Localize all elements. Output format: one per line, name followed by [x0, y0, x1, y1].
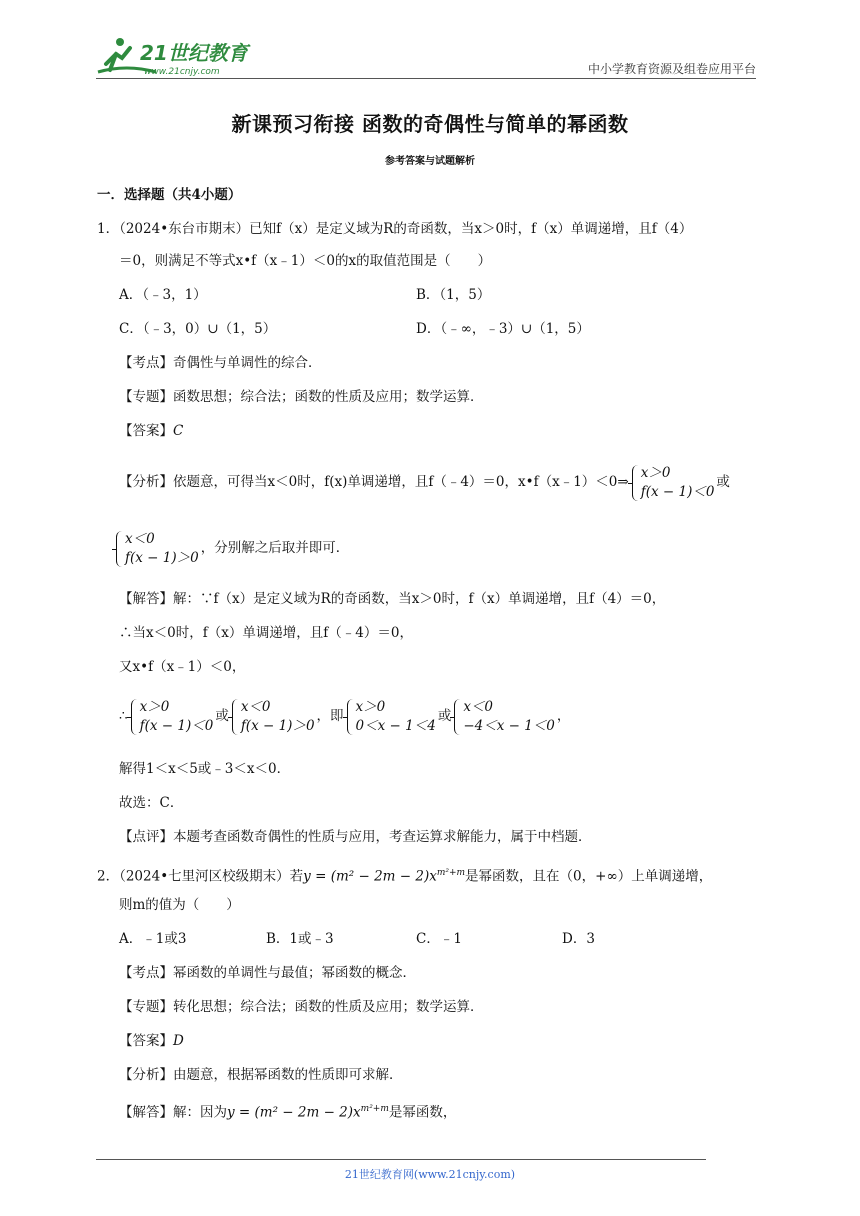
q2-fenxi: 【分析】由题意，根据幂函数的性质即可求解．: [119, 1067, 403, 1083]
header-platform-name: 中小学教育资源及组卷应用平台: [587, 62, 756, 76]
site-logo: [96, 34, 256, 78]
footer-link[interactable]: 21世纪教育网(www.21cnjy.com): [344, 1168, 516, 1181]
q2-jieda: 【解答】解：因为$y = (m^2 - 2m - 2)x^{m^2+m}$是幂函数，: [119, 1104, 457, 1121]
q1-option-d: D．（﹣∞，﹣3）∪（1，5）: [416, 321, 590, 337]
q2-zhuanti: 【专题】转化思想；综合法；函数的性质及应用；数学运算．: [119, 999, 484, 1015]
q2-option-a: A．﹣1或3: [119, 931, 187, 947]
q2-answer: 【答案】D: [119, 1033, 184, 1049]
q1-dianping: 【点评】本题考查函数奇偶性的性质与应用，考查运算求解能力，属于中档题．: [119, 829, 592, 845]
svg-text:21世纪教育: 21世纪教育: [140, 41, 248, 65]
q2-option-d: D．3: [562, 931, 595, 947]
q2-stem-line2: 则m的值为（ ）: [119, 897, 240, 913]
q1-jieda-systems: ∴ x＞0 f(x − 1)＜0 或 x＜0 f(x − 1)＞0 ，即 x＞0 0＜x − 1＜4 或 x＜0 −4＜x − 1＜0 ，: [119, 698, 571, 734]
q1-option-a: A．（﹣3，1）: [119, 287, 207, 303]
q1-jieda-line3: 又x•f（x﹣1）＜0，: [119, 659, 246, 675]
q1-jieda-result: 解得1＜x＜5或﹣3＜x＜0．: [119, 761, 291, 777]
q1-option-b: B．（1，5）: [416, 287, 491, 303]
q1-fenxi-line2: x＜0 f(x − 1)＞0 ，分别解之后取并即可．: [113, 528, 349, 568]
q1-guxuan: 故选：C．: [119, 795, 184, 811]
q1-jieda-line2: ∴当x＜0时，f（x）单调递增，且f（﹣4）＝0，: [119, 625, 413, 641]
q1-stem-line1: 1．（2024•东台市期末）已知f（x）是定义域为R的奇函数，当x＞0时，f（x）单调递增，且f（4）: [97, 221, 693, 237]
section-heading: 一．选择题（共4小题）: [97, 187, 242, 203]
q1-fenxi-system-2: x＜0 f(x − 1)＞0: [115, 530, 199, 568]
q1-jieda-line1: 【解答】解：∵f（x）是定义域为R的奇函数，当x＞0时，f（x）单调递增，且f（4）＝0，: [119, 591, 666, 607]
page-subtitle: 参考答案与试题解析: [385, 156, 475, 167]
q1-option-c: C．（﹣3，0）∪（1，5）: [119, 321, 277, 337]
q1-kaodian: 【考点】奇偶性与单调性的综合．: [119, 355, 322, 371]
q1-system-b: x＜0 f(x − 1)＞0: [231, 698, 315, 736]
q1-system-c: x＞0 0＜x − 1＜4: [346, 698, 436, 736]
q2-kaodian: 【考点】幂函数的单调性与最值；幂函数的概念．: [119, 965, 416, 981]
q2-stem-line1: 2．（2024•七里河区校级期末）若$y = (m^2 - 2m - 2)x^{m^2+m}$是幂函数，且在（0，+∞）上单调递增，: [97, 868, 713, 885]
q2-option-b: B．1或﹣3: [266, 931, 334, 947]
q1-zhuanti: 【专题】函数思想；综合法；函数的性质及应用；数学运算．: [119, 389, 484, 405]
svg-text:www.21cnjy.com: www.21cnjy.com: [144, 67, 220, 77]
q1-system-d: x＜0 −4＜x − 1＜0: [453, 698, 555, 736]
header-divider: [96, 78, 756, 79]
q1-fenxi-line1: 【分析】依题意，可得当x＜0时，f(x)单调递增，且f（﹣4）＝0，x•f（x﹣1）＜0⇒ x＞0 f(x − 1)＜0 或: [119, 464, 730, 500]
footer-divider: [96, 1159, 706, 1160]
q1-fenxi-system-1: x＞0 f(x − 1)＜0: [631, 464, 715, 502]
q1-system-a: x＞0 f(x − 1)＜0: [130, 698, 214, 736]
q2-option-c: C．﹣1: [416, 931, 462, 947]
q1-stem-line2: ＝0，则满足不等式x•f（x﹣1）＜0的x的取值范围是（ ）: [119, 253, 492, 269]
page-title: 新课预习衔接 函数的奇偶性与简单的幂函数: [231, 112, 629, 136]
q1-answer: 【答案】C: [119, 423, 184, 439]
